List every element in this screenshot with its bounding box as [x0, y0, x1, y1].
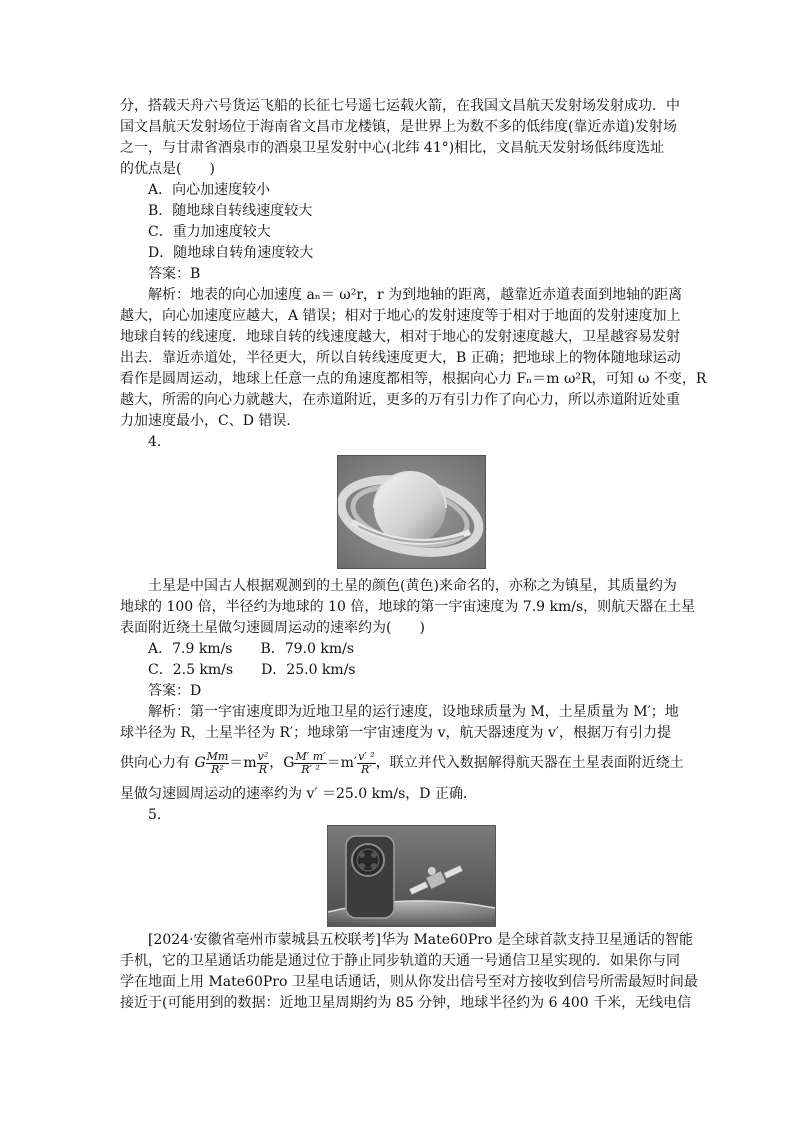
q3-analysis-line: 看作是圆周运动，地球上任意一点的角速度都相等，根据向心力 Fₙ＝m ω²R，可知 ω 不变，R: [120, 371, 707, 387]
formula-eq: ＝m: [229, 755, 257, 771]
fraction-mm-r2: [206, 751, 230, 776]
fraction-numerator: v²: [257, 749, 269, 763]
q3-analysis-line: 地球自转的线速度．地球自转的线速度越大，相对于地心的发射速度越大，卫星越容易发射: [120, 329, 680, 345]
q3-analysis-line: 出去．靠近赤道处，半径更大，所以自转线速度更大，B 正确；把地球上的物体随地球运动: [120, 350, 681, 366]
q4-stem-line: 土星是中国古人根据观测到的土星的颜色(黄色)来命名的，亦称之为镇星，其质量约为: [148, 578, 677, 594]
fraction-mm-prime: [294, 751, 326, 776]
q3-option-d: D．随地球自转角速度较大: [148, 245, 314, 261]
q3-stem-line: 分，搭载天舟六号货运飞船的长征七号遥七运载火箭，在我国文昌航天发射场发射成功．中: [120, 98, 680, 114]
q4-stem-line: 表面附近绕土星做匀速圆周运动的速率约为( ): [120, 620, 425, 636]
q4-analysis-prefix: 供向心力有: [120, 755, 190, 771]
q5-stem-line: 手机，它的卫星通话功能是通过位于静止同步轨道的天通一号通信卫星实现的．如果你与同: [120, 953, 680, 969]
fraction-v-prime: [357, 751, 376, 776]
fraction-numerator: Mm: [206, 749, 229, 763]
formula-sep: ，G: [269, 755, 295, 771]
q3-answer: 答案：B: [148, 266, 201, 282]
q4-analysis-suffix: ，联立并代入数据解得航天器在土星表面附近绕土: [375, 755, 684, 771]
q3-analysis-line: 越大，所需的向心力就越大，在赤道附近，更多的万有引力作了向心力，所以赤道附近处重: [120, 392, 680, 408]
q3-option-a: A．向心加速度较小: [148, 182, 271, 198]
phone-satellite-image: [327, 825, 496, 927]
fraction-denominator: R′ ²: [301, 762, 320, 776]
fraction-numerator: M′ m′: [295, 749, 326, 763]
q4-number: 4.: [148, 434, 162, 450]
q3-analysis-line: 越大，向心加速度应越大，A 错误；相对于地心的发射速度等于相对于地面的发射速度加上: [120, 308, 681, 324]
q3-stem-line: 国文昌航天发射场位于海南省文昌市龙楼镇，是世界上为数不多的低纬度(靠近赤道)发射场: [120, 119, 677, 135]
q4-analysis-line: 解析：第一宇宙速度即为近地卫星的运行速度，设地球质量为 M，土星质量为 M′；地: [148, 704, 679, 720]
q3-stem-line: 之一，与甘肃省酒泉市的酒泉卫星发射中心(北纬 41°)相比，文昌航天发射场低纬度选址: [120, 140, 665, 156]
phone-satellite-illustration: [328, 826, 495, 926]
saturn-image: [337, 455, 486, 569]
q5-stem-line: 学在地面上用 Mate60Pro 卫星电话通话，则从你发出信号至对方接收到信号所需最短时间最: [120, 974, 698, 990]
q4-analysis-line: 星做匀速圆周运动的速率约为 v′ ＝25.0 km/s，D 正确．: [120, 786, 477, 802]
fraction-v2-r: [257, 751, 270, 776]
q4-options-cd: C．2.5 km/s D．25.0 km/s: [148, 662, 356, 678]
fraction-denominator: R′: [361, 762, 372, 776]
q3-option-b: B．随地球自转线速度较大: [148, 203, 313, 219]
q4-formula-line: [120, 749, 684, 777]
q3-analysis-line: 解析：地表的向心加速度 aₙ＝ ω²r，r 为到地轴的距离，越靠近赤道表面到地轴的距离: [148, 287, 683, 303]
q4-options-ab: A．7.9 km/s B．79.0 km/s: [148, 641, 355, 657]
q5-stem-line: 接近于(可能用到的数据：近地卫星周期约为 85 分钟，地球半径约为 6 400 千米，无线电信: [120, 995, 692, 1011]
formula-eq: ＝m′: [326, 755, 358, 771]
fraction-numerator: v′ ²: [358, 749, 375, 763]
q4-stem-line: 地球的 100 倍，半径约为地球的 10 倍，地球的第一宇宙速度为 7.9 km/s，则航天器在土星: [120, 599, 696, 615]
q5-number: 5.: [148, 807, 162, 823]
fraction-denominator: R: [258, 762, 268, 776]
q3-option-c: C．重力加速度较大: [148, 224, 271, 240]
formula-g: G: [194, 755, 206, 771]
q3-analysis-line: 力加速度最小，C、D 错误．: [120, 413, 301, 429]
saturn-illustration: [338, 456, 485, 568]
q4-answer: 答案：D: [148, 683, 202, 699]
q4-analysis-line: 球半径为 R，土星半径为 R′；地球第一宇宙速度为 v，航天器速度为 v′，根据万有引力提: [120, 725, 672, 741]
fraction-denominator: R²: [211, 762, 224, 776]
q5-stem-line: [2024·安徽省亳州市蒙城县五校联考]华为 Mate60Pro 是全球首款支持卫星通话的智能: [148, 932, 693, 948]
q3-stem-line: 的优点是( ): [120, 161, 215, 177]
